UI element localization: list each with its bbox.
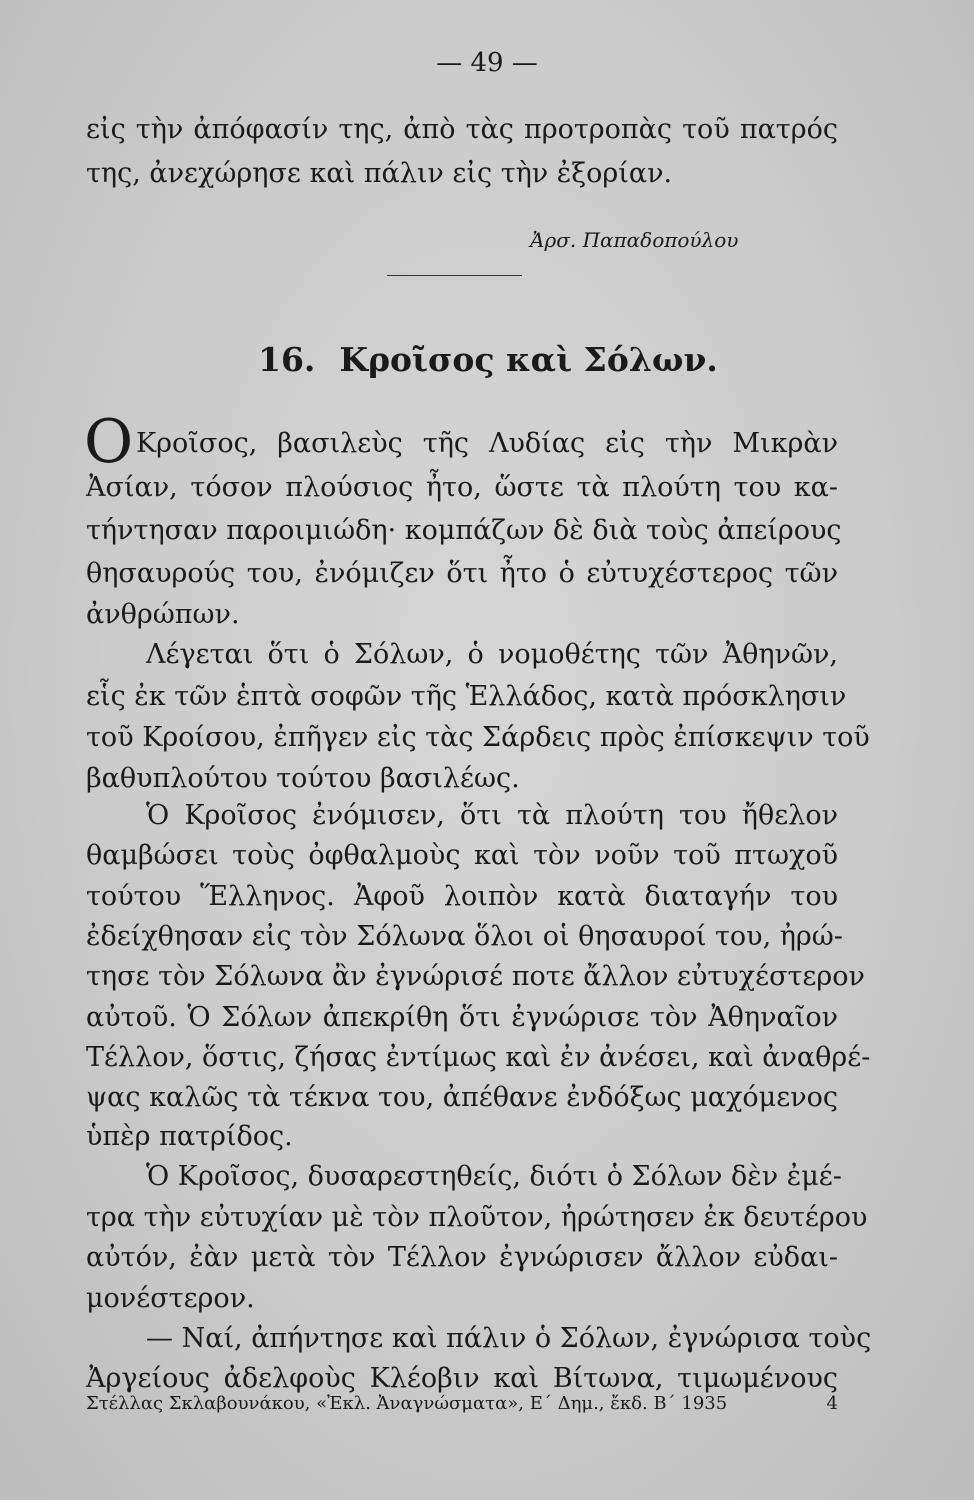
drop-cap: Ο <box>84 407 134 477</box>
body-line: μονέστερον. <box>86 1283 255 1314</box>
body-line: ἀνθρώπων. <box>86 599 240 630</box>
body-line: ψας καλῶς τὰ τέκνα του, ἀπέθανε ἐνδόξως μαχόμενος <box>86 1082 838 1113</box>
body-line: Ἀσίαν, τόσον πλούσιος ἦτο, ὥστε τὰ πλούτη του κα- <box>86 472 838 503</box>
footer-citation: Στέλλας Σκλαβουνάκου, «Ἐκλ. Ἀναγνώσματα», Ε΄ Δημ., ἔκδ. Β΄ 1935 <box>86 1393 728 1414</box>
body-line: θαμβώσει τοὺς ὀφθαλμοὺς καὶ τὸν νοῦν τοῦ πτωχοῦ <box>86 840 838 871</box>
author-attribution: Ἀρσ. Παπαδοπούλου <box>530 228 739 252</box>
body-line: τοῦ Κροίσου, ἐπῆγεν εἰς τὰς Σάρδεις πρὸς ἐπίσκεψιν τοῦ <box>86 722 870 753</box>
intro-line: εἰς τὴν ἀπόφασίν της, ἀπὸ τὰς προτροπὰς τοῦ πατρός <box>86 114 838 145</box>
body-line: ὑπὲρ πατρίδος. <box>86 1121 293 1152</box>
section-title: Κροῖσος καὶ Σόλων. <box>339 340 718 379</box>
body-line: τήντησαν παροιμιώδη· κομπάζων δὲ διὰ τοὺς ἀπείρους <box>86 515 842 546</box>
body-line: εἷς ἐκ τῶν ἑπτὰ σοφῶν τῆς Ἑλλάδος, κατὰ πρόσκλησιν <box>86 681 847 712</box>
body-line: Κροῖσος, βασιλεὺς τῆς Λυδίας εἰς τὴν Μικρὰν <box>136 428 838 459</box>
body-line: τούτου Ἕλληνος. Ἀφοῦ λοιπὸν κατὰ διαταγήν του <box>86 881 838 912</box>
body-line: Τέλλον, ὅστις, ζήσας ἐντίμως καὶ ἐν ἀνέσει, καὶ ἀναθρέ- <box>86 1042 871 1073</box>
body-line: Ὁ Κροῖσος ἐνόμισεν, ὅτι τὰ πλούτη του ἤθελον <box>146 800 838 831</box>
body-line: Ὁ Κροῖσος, δυσαρεστηθείς, διότι ὁ Σόλων δὲν ἐμέ- <box>146 1161 842 1192</box>
page-footer <box>86 1393 838 1414</box>
body-line: τησε τὸν Σόλωνα ἂν ἐγνώρισέ ποτε ἄλλον εὐτυχέστερον <box>86 961 865 992</box>
page-number: — 49 — <box>436 48 538 78</box>
signature-mark: 4 <box>826 1393 838 1414</box>
body-line: τρα τὴν εὐτυχίαν μὲ τὸν πλοῦτον, ἠρώτησεν ἐκ δευτέρου <box>86 1202 868 1233</box>
body-line: ἐδείχθησαν εἰς τὸν Σόλωνα ὅλοι οἱ θησαυροί του, ἠρώ- <box>86 921 843 952</box>
intro-line: της, ἀνεχώρησε καὶ πάλιν εἰς τὴν ἐξορίαν. <box>86 158 673 189</box>
body-line: βαθυπλούτου τούτου βασιλέως. <box>86 763 520 794</box>
body-line: Ἀργείους ἀδελφοὺς Κλέοβιν καὶ Βίτωνα, τιμωμένους <box>86 1363 838 1394</box>
body-line: Λέγεται ὅτι ὁ Σόλων, ὁ νομοθέτης τῶν Ἀθηνῶν, <box>146 639 838 670</box>
body-line: αὐτοῦ. Ὁ Σόλων ἀπεκρίθη ὅτι ἐγνώρισε τὸν Ἀθηναῖον <box>86 1002 838 1033</box>
body-line: — Ναί, ἀπήντησε καὶ πάλιν ὁ Σόλων, ἐγνώρισα τοὺς <box>146 1323 872 1354</box>
body-line: θησαυρούς του, ἐνόμιζεν ὅτι ἦτο ὁ εὐτυχέστερος τῶν <box>86 558 838 589</box>
section-divider <box>387 275 522 276</box>
section-number: 16. <box>258 340 316 379</box>
section-heading <box>258 340 718 379</box>
body-line: αὐτόν, ἐὰν μετὰ τὸν Τέλλον ἐγνώρισεν ἄλλον εὐδαι- <box>86 1242 838 1273</box>
